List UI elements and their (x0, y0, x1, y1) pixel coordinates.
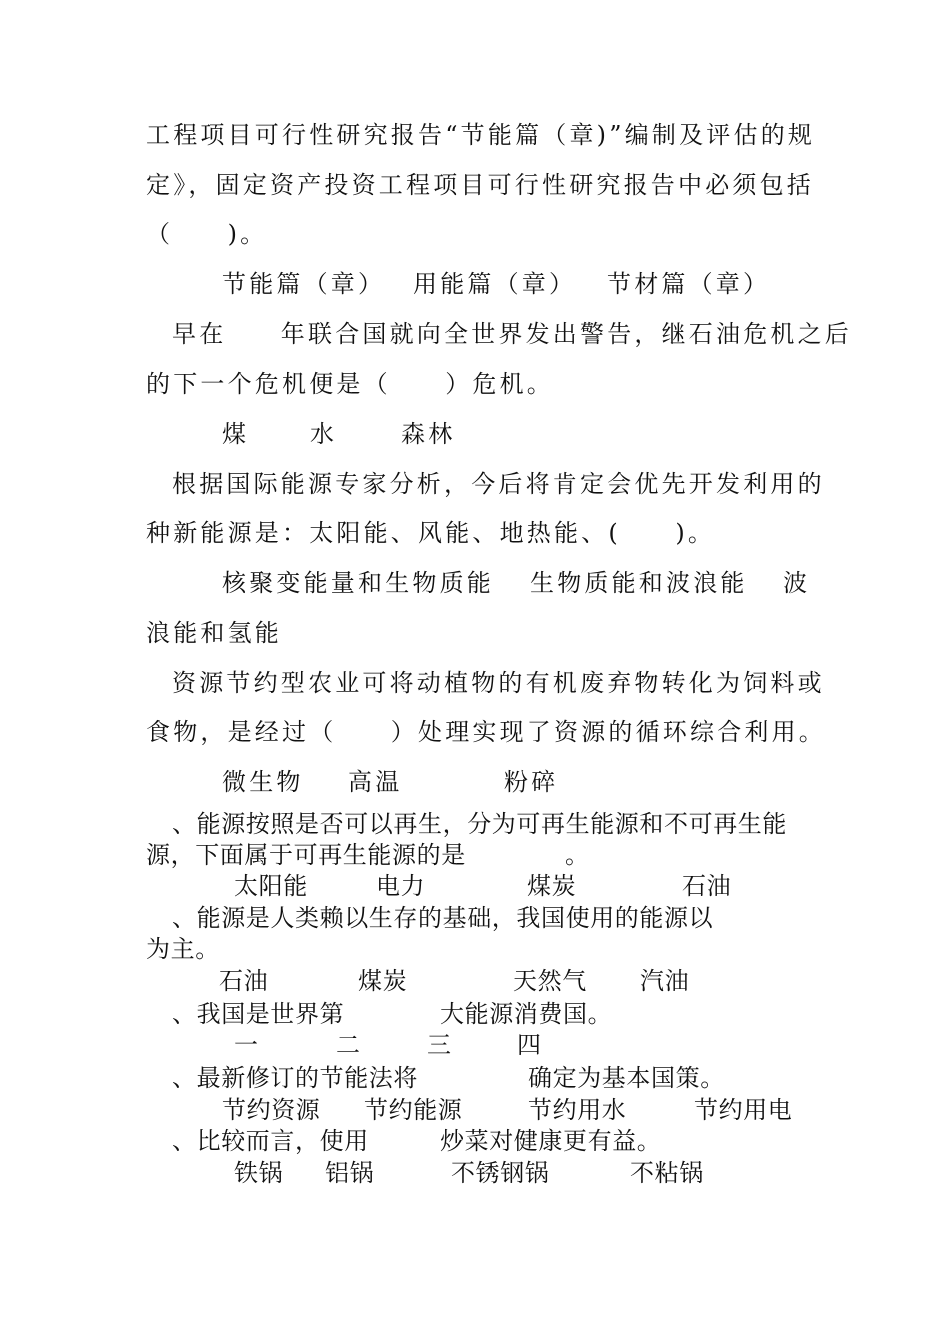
option-b: 铝锅 (325, 1159, 375, 1187)
question-text-line: 、能源是人类赖以生存的基础，我国使用的能源以 (172, 904, 714, 932)
question-text-line: 源，下面属于可再生能源的是 (146, 841, 466, 869)
option-b: 水 (310, 420, 338, 448)
question-text-line: 、能源按照是否可以再生，分为可再生能源和不可再生能 (172, 810, 787, 838)
option-a: 铁锅 (234, 1159, 284, 1187)
question-text-line: 、我国是世界第 (172, 1000, 345, 1028)
question-text-line: 定》，固定资产投资工程项目可行性研究报告中必须包括 (146, 171, 814, 199)
question-text-line: （ )。 (146, 220, 268, 248)
question-text-line: 种新能源是：太阳能、风能、地热能、( )。 (146, 519, 716, 547)
option-c: 波 (783, 569, 811, 597)
question-text-line: 、最新修订的节能法将 (172, 1064, 418, 1092)
question-text-line: 根据国际能源专家分析，今后将肯定会优先开发利用的 (172, 470, 825, 498)
option-a: 节约资源 (222, 1096, 321, 1124)
option-b: 高温 (348, 768, 403, 796)
question-text-line: 、比较而言，使用 (172, 1127, 369, 1155)
option-d: 四 (517, 1031, 542, 1059)
option-a: 节能篇（章） (222, 270, 386, 298)
question-text-line: 。 (565, 841, 590, 869)
option-c-continuation: 浪能和氢能 (146, 619, 282, 647)
option-a: 太阳能 (234, 872, 308, 900)
option-a: 一 (234, 1031, 259, 1059)
option-c: 不锈钢锅 (451, 1159, 550, 1187)
option-b: 电力 (376, 872, 426, 900)
option-c: 天然气 (513, 967, 587, 995)
question-text-line: 资源节约型农业可将动植物的有机废弃物转化为饲料或 (172, 669, 825, 697)
question-text-line: 炒菜对健康更有益。 (440, 1127, 662, 1155)
option-c: 森林 (401, 420, 456, 448)
option-d: 节约用电 (694, 1096, 793, 1124)
option-d: 不粘锅 (630, 1159, 704, 1187)
option-c: 煤炭 (527, 872, 577, 900)
option-b: 煤炭 (358, 967, 408, 995)
question-text-line: 工程项目可行性研究报告“节能篇（章)”编制及评估的规 (146, 121, 816, 149)
option-c: 节材篇（章） (607, 270, 771, 298)
option-a: 煤 (222, 420, 250, 448)
option-b: 二 (336, 1031, 361, 1059)
question-text-line: 的下一个危机便是（ ）危机。 (146, 370, 554, 398)
option-d: 石油 (682, 872, 732, 900)
question-text-line: 早在 年联合国就向全世界发出警告，继石油危机之后 (172, 320, 852, 348)
question-text-line: 食物，是经过（ ）处理实现了资源的循环综合利用。 (146, 718, 826, 746)
option-b: 用能篇（章） (413, 270, 577, 298)
option-a: 核聚变能量和生物质能 (222, 569, 494, 597)
question-text-line: 确定为基本国策。 (528, 1064, 725, 1092)
question-text-line: 大能源消费国。 (440, 1000, 613, 1028)
option-a: 石油 (219, 967, 269, 995)
option-b: 节约能源 (364, 1096, 463, 1124)
question-text-line: 为主。 (146, 935, 220, 963)
option-a: 微生物 (222, 768, 304, 796)
option-c: 三 (427, 1031, 452, 1059)
option-c: 节约用水 (528, 1096, 627, 1124)
option-d: 汽油 (640, 967, 690, 995)
option-c: 粉碎 (504, 768, 559, 796)
option-b: 生物质能和波浪能 (530, 569, 748, 597)
